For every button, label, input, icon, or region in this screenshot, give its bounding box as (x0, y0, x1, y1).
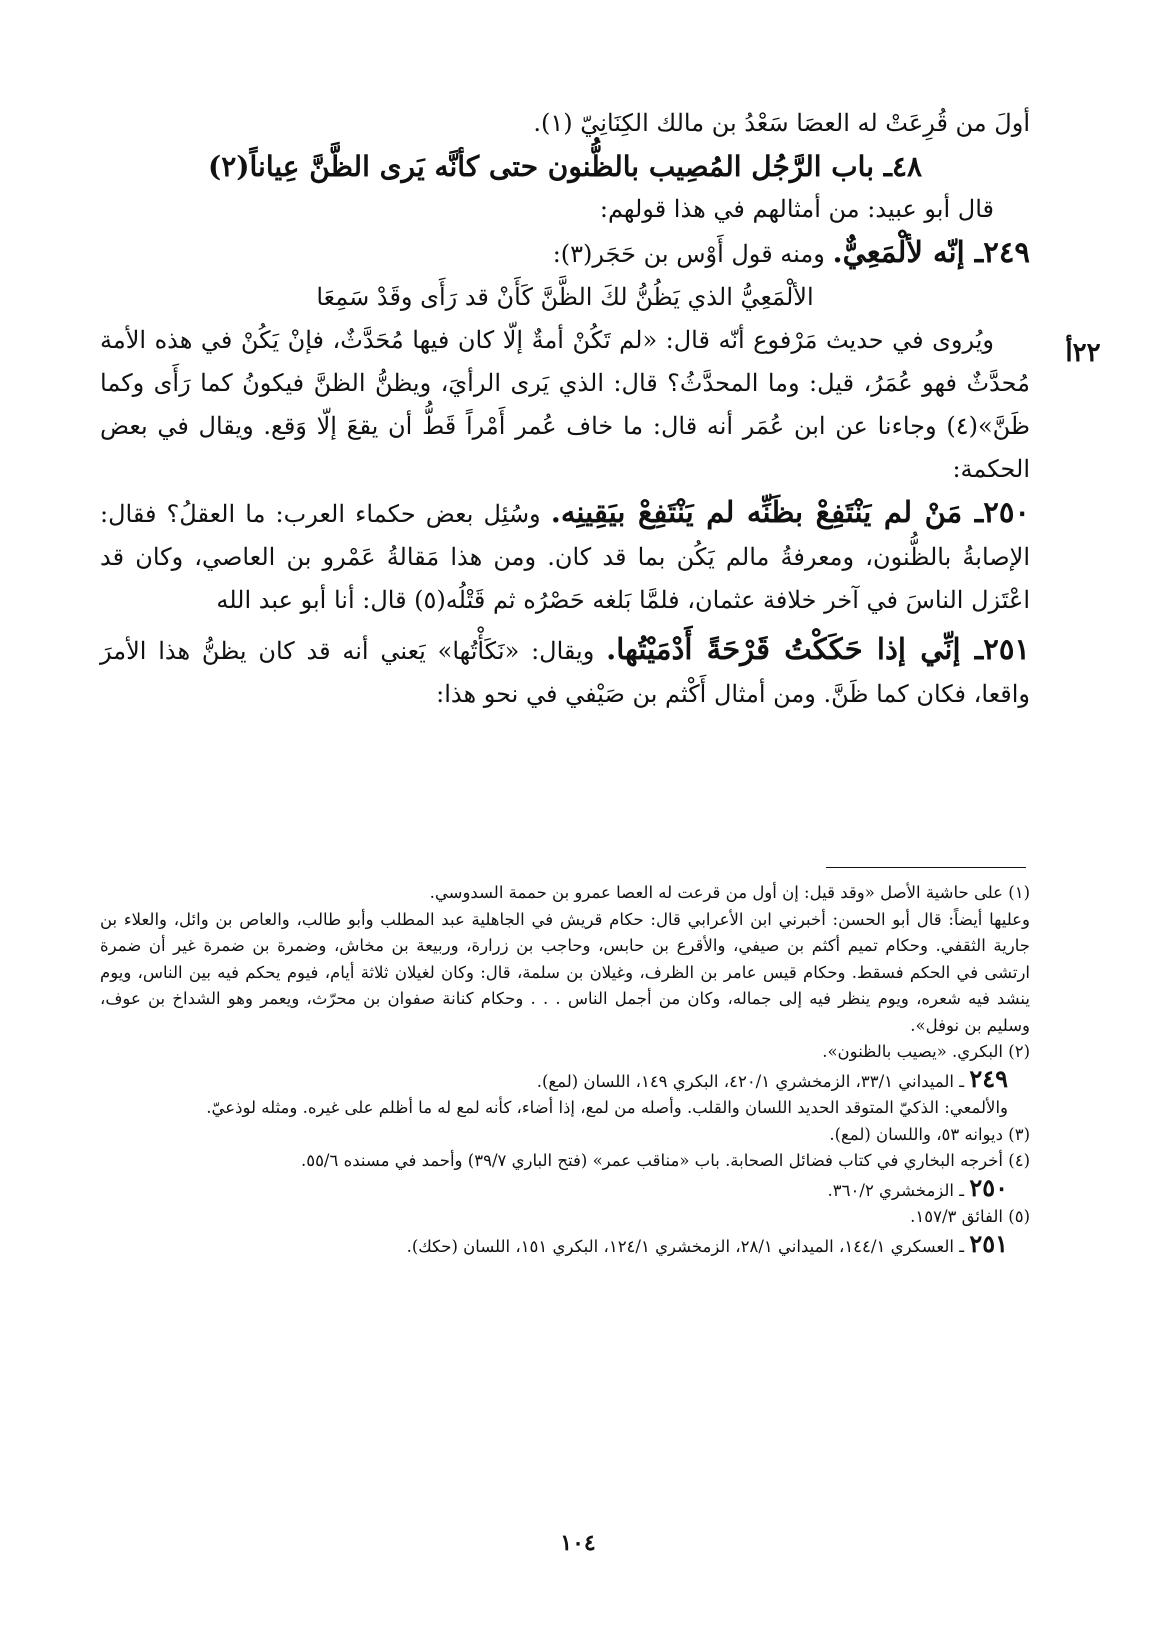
proverb-249 (100, 231, 1030, 276)
intro-line: قال أبو عبيد: من أمثالهم في هذا قولهم: (599, 195, 994, 223)
footnote-divider (826, 867, 1026, 868)
source-note-251 (100, 1228, 1030, 1261)
proverb-250-text: وسُئِل بعض حكماء العرب: ما العقلُ؟ فقال: الإصابةُ بالظُّنون، ومعرفةُ مالم يَكُن بما قد كان. ومن هذا مَقالةُ عَمْرو بن العاصي، وكان قد اعْتَزل الناسَ في آخر خلافة عثمان، فلمَّا بَلغه حَصْرُه ثم قَتْلُه(٥) قال: أنا أبو عبد الله (100, 500, 1030, 614)
source-note-249 (100, 1063, 1030, 1096)
poetry-verse: الألْمَعِيُّ الذي يَظُنُّ لكَ الظَّنَّ كَأَنْ قد رَأَى وقَدْ سَمِعَا (316, 283, 814, 311)
hadith-paragraph: ويُروى في حديث مَرْفوع أنّه قال: «لم تَكُنْ أمةٌ إلّا كان فيها مُحَدَّثٌ، فإنْ يَكُنْ في هذه الأمة مُحدَّثٌ فهو عُمَرُ، قيل: وما المحدَّثُ؟ قال: الذي يَرى الرأيَ، ويظنُّ الظنَّ فيكونُ كما رَأَى وكما ظَنَّ»(٤) وجاءنا عن ابن عُمَر أنه قال: ما خاف عُمر أَمْراً قَطُّ أن يقعَ إلّا وَقع. ويقال في بعض الحكمة: (100, 326, 1030, 483)
manuscript-folio-note: ٢٢أ (1065, 338, 1101, 368)
footnote-2: (٢) البكري. «يصيب بالظنون». (822, 1042, 1030, 1061)
proverb-251-title: ٢٥١ـ إنِّي إذا حَكَكْتُ قَرْحَةً أَدْمَيْتُها. (606, 632, 1030, 666)
footnote-4: (٤) أخرجه البخاري في كتاب فضائل الصحابة. باب «مناقب عمر» (فتح الباري ٣٩/٧) وأحمد في مسنده ٥٥/٦. (300, 1151, 1030, 1170)
proverb-251 (100, 628, 1030, 716)
source-note-251-text: ـ العسكري ١٤٤/١، الميداني ٢٨/١، الزمخشري ١٢٤/١، البكري ١٥١، اللسان (حكك). (406, 1236, 970, 1256)
footnote-1-continued: وعليها أيضاً: قال أبو الحسن: أخبرني ابن الأعرابي قال: حكام قريش في الجاهلية عبد المطلب وأبو طالب، والعاص بن وائل، والعلاء بن جارية الثقفي. وحكام تميم أكثم بن صيفي، والأقرع بن حابس، وحاجب بن زرارة، وربيعة بن مخاش، وضمرة بن ضمرة غير أن ضمرة ارتشى في الحكم فسقط. وحكام قيس عامر بن الظرف، وغيلان بن سلمة، قال: وكان لغيلان ثلاثة أيام، فيوم يحكم فيه بين الناس، ويوم ينشد فيه شعره، ويوم ينظر فيه إلى جماله، وكان من أجمل الناس . . . وحكام كنانة صفوان بن محرّث، ويعمر وهو الشداخ بن عوف، وسليم بن نوفل». (100, 909, 1030, 1035)
chapter-heading: ٤٨ـ باب الرَّجُل المُصِيب بالظُّنون حتى كأنَّه يَرى الظَّنَّ عِياناً(٢) (207, 150, 923, 183)
source-note-250-number: ٢٥٠ (969, 1172, 1008, 1202)
source-note-249-text: ـ الميداني ٣٣/١، الزمخشري ٤٢٠/١، البكري ١٤٩، اللسان (لمع). (536, 1071, 970, 1091)
footnote-3: (٣) ديوانه ٥٣، واللسان (لمع). (829, 1124, 1030, 1144)
proverb-250-title: ٢٥٠ـ مَنْ لم يَنْتَفِعْ بظَنِّه لم يَنْتَفِعْ بيَقِينِه. (550, 495, 1031, 529)
opening-line: أولَ من قُرِعَتْ له العصَا سَعْدُ بن مالك الكِنَانِيّ (١). (533, 109, 1030, 137)
proverb-249-title: ٢٤٩ـ إنّه لألْمَعِيٌّ. (832, 235, 1030, 269)
footnote-1: (١) على حاشية الأصل «وقد قيل: إن أول من قرعت له العصا عمرو بن حممة السدوسي. (429, 883, 1030, 902)
source-note-249-gloss: والألمعي: الذكيّ المتوقد الحديد اللسان والقلب. وأصله من لمع، إذا أضاء، كأنه لمع له ما أظلم على غيره. ومثله لوذعيّ. (206, 1098, 1008, 1117)
page-number: ١٠٤ (560, 1530, 596, 1556)
footnotes (100, 880, 1030, 1260)
main-text (100, 102, 1030, 716)
source-note-251-number: ٢٥١ (969, 1228, 1008, 1258)
proverb-250 (100, 491, 1030, 622)
proverb-251-text: ويقال: «نَكَأْتُها» يَعني أنه قد كان يظنُّ هذا الأمرَ واقعا، فكان كما ظَنَّ. ومن أمثال أَكْثم بن صَيْفي في نحو هذا: (100, 637, 1030, 708)
footnote-5: (٥) الفائق ١٥٧/٣. (910, 1207, 1030, 1226)
source-note-250 (100, 1172, 1030, 1205)
source-note-249-number: ٢٤٩ (969, 1063, 1008, 1093)
proverb-249-text: ومنه قول أَوْس بن حَجَر(٣): (552, 240, 833, 268)
source-note-250-text: ـ الزمخشري ٣٦٠/٢. (827, 1180, 970, 1200)
